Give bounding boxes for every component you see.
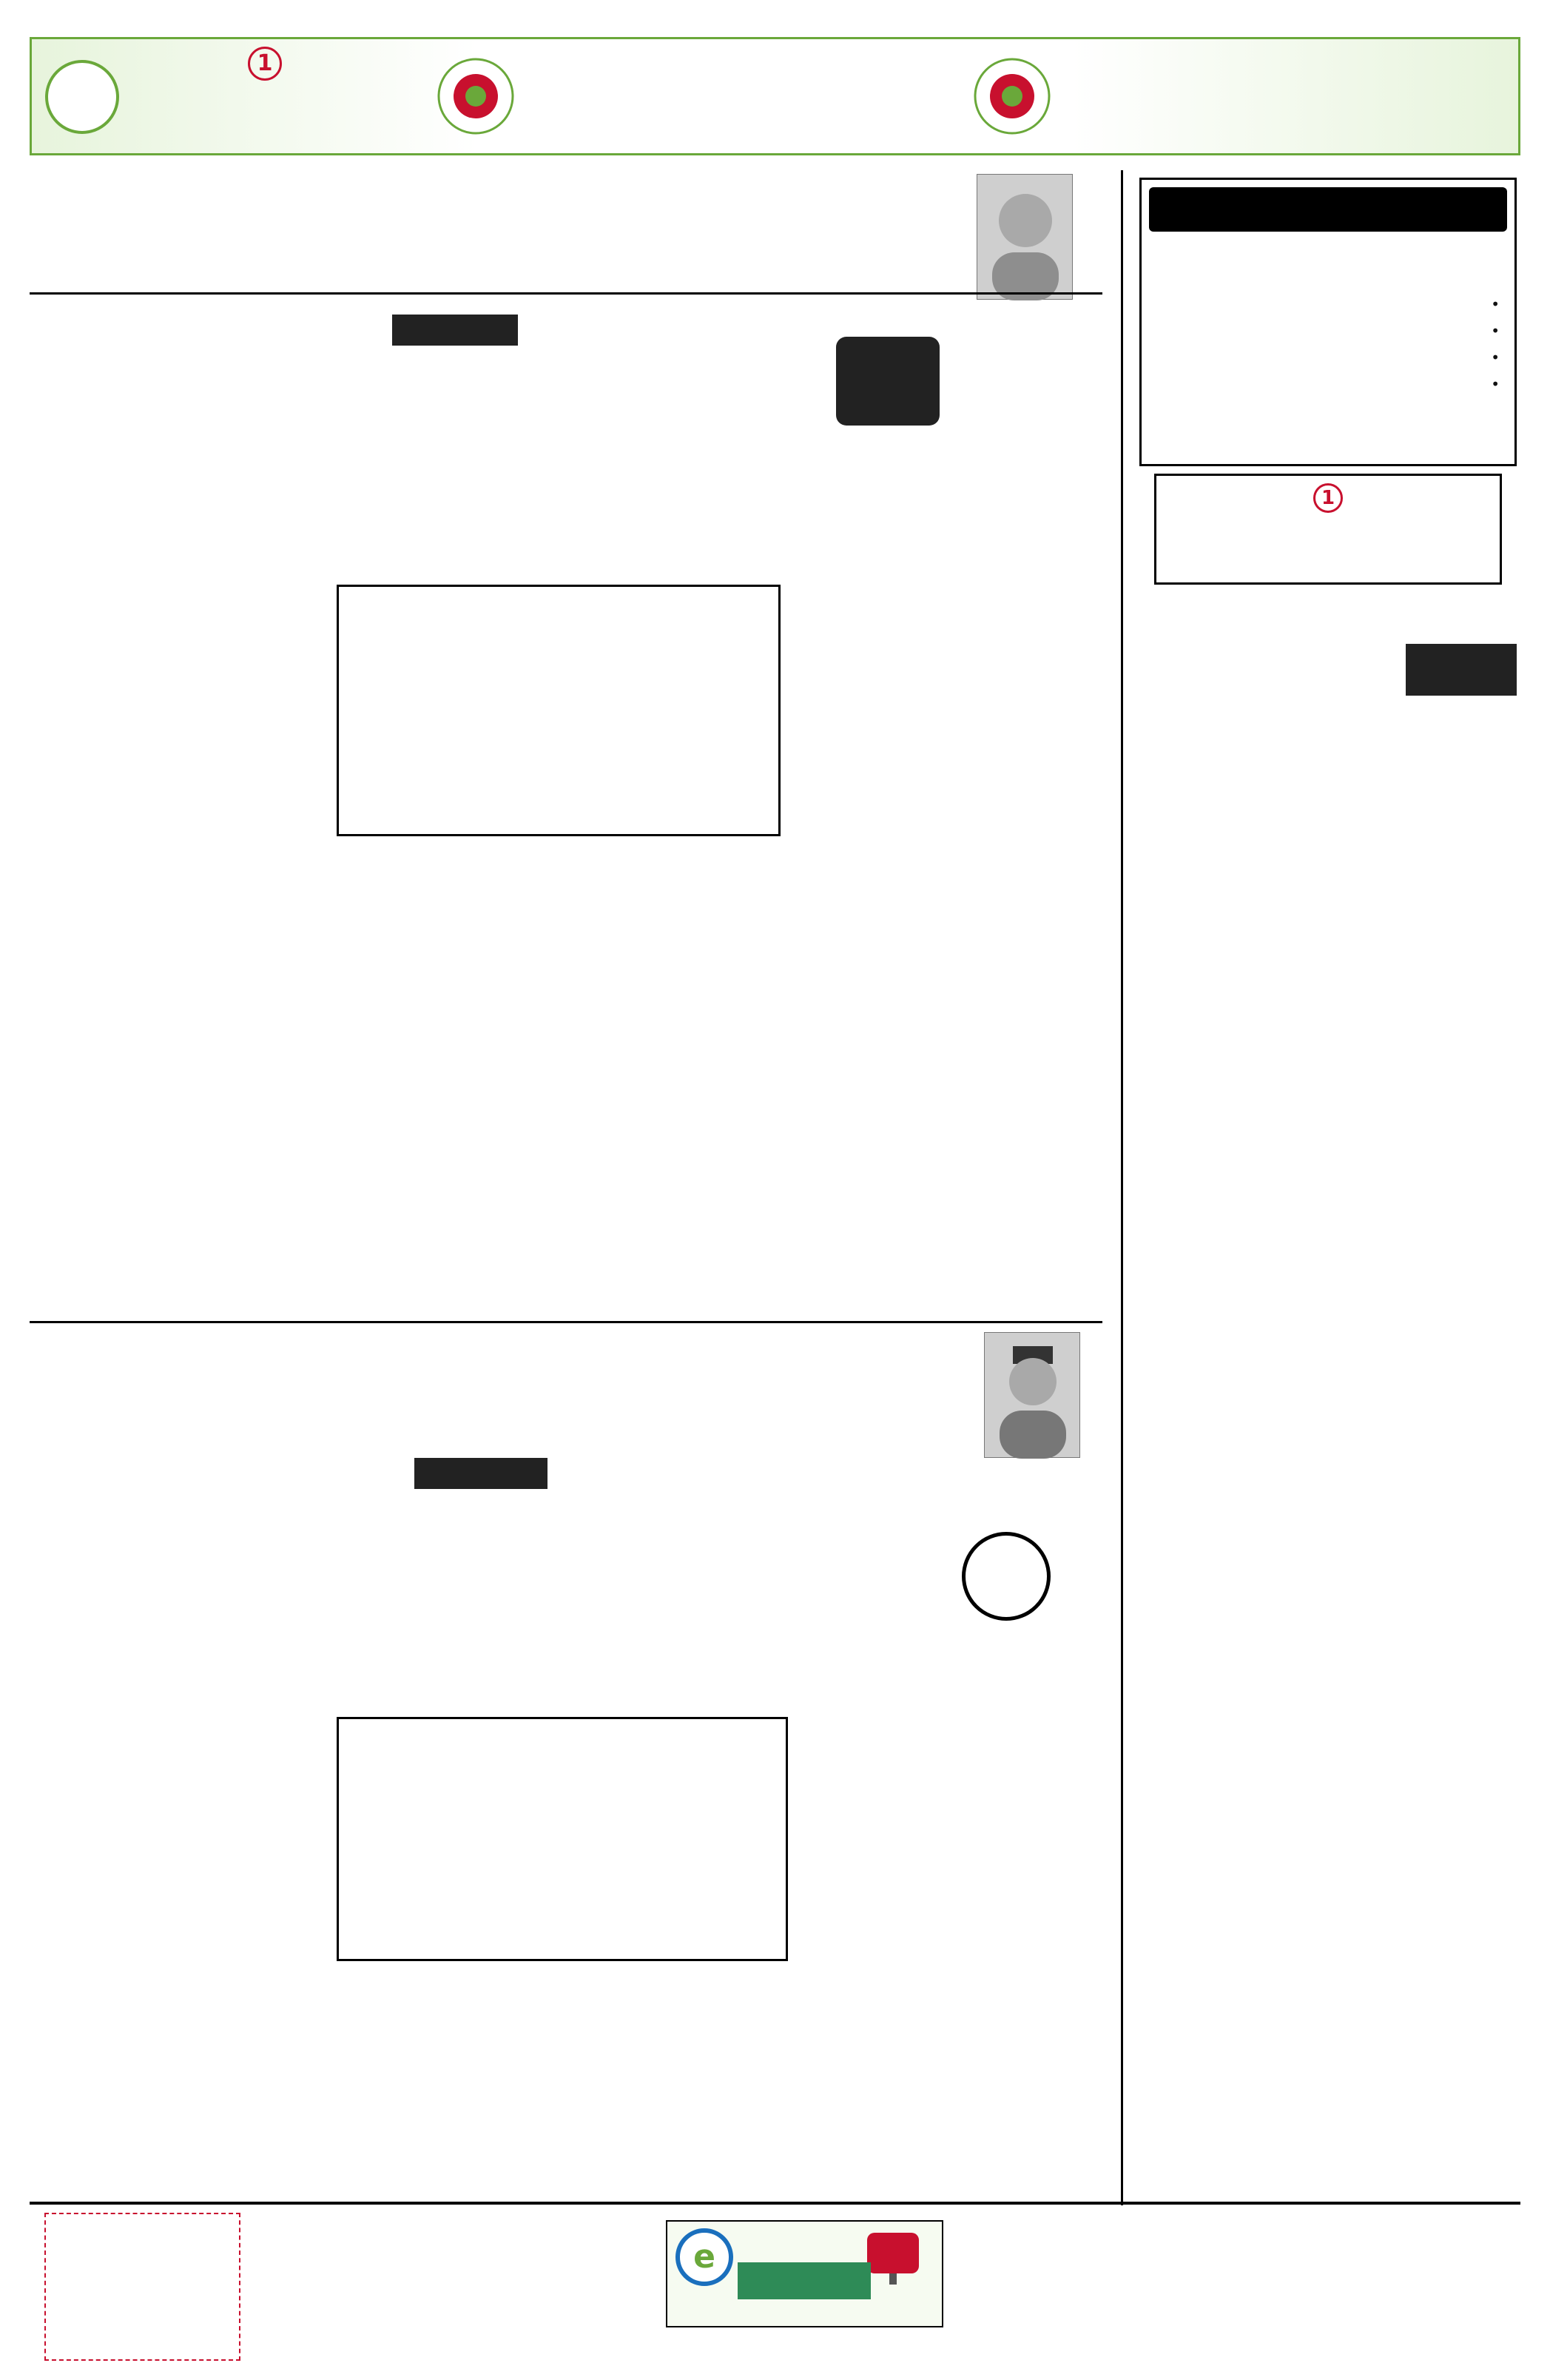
article-divider	[30, 1321, 1102, 1323]
sunburst-right-icon	[971, 56, 1053, 137]
letters-top-rule	[30, 2202, 1520, 2205]
article2-badge	[962, 1532, 1051, 1621]
sidebar-drop-word	[1406, 644, 1517, 696]
letters-notice-box	[44, 2213, 240, 2361]
quote-item: •	[1491, 322, 1500, 340]
quotes-box	[1139, 178, 1517, 466]
article1-top-rule	[30, 292, 1102, 295]
quote-item: •	[1491, 375, 1500, 393]
logo-anniversary-icon: 1	[248, 47, 282, 81]
article2-column-6	[44, 1450, 226, 2161]
article2-pull-quote	[337, 1717, 788, 1961]
sidebar-logo-box	[1154, 474, 1502, 585]
sunburst-left-icon	[435, 56, 516, 137]
letter-left-body	[252, 2213, 455, 2309]
article1-column-1	[954, 329, 1110, 1299]
editorial-title-block	[550, 53, 934, 58]
sidebar-article-body	[1139, 703, 1517, 2109]
sidebar-divider	[1121, 170, 1123, 2205]
paper-logo	[143, 47, 387, 150]
article1-column-2	[784, 437, 943, 1295]
author2-photo	[984, 1332, 1080, 1458]
letters-e-icon	[675, 2228, 734, 2287]
quote-item: •	[1491, 295, 1500, 313]
letter-mid-body	[466, 2257, 655, 2364]
author1-photo	[977, 174, 1073, 300]
quotes-list	[1152, 291, 1500, 397]
letters-section-name-box	[738, 2262, 871, 2299]
article1-pull-quote	[337, 585, 781, 836]
quote-item: •	[1491, 349, 1500, 366]
sidebar-logo-icon: 1	[1313, 483, 1343, 513]
article2-section-tag	[414, 1458, 547, 1489]
svg-text:e: e	[693, 2238, 715, 2276]
article1-drop-word	[836, 337, 940, 426]
masthead	[30, 37, 1520, 155]
letters-logo	[666, 2220, 943, 2327]
page-number-badge	[45, 60, 119, 134]
letter-right-body	[1154, 2250, 1509, 2364]
article1-column-6	[44, 303, 274, 1273]
letter-col-2	[954, 2213, 1143, 2364]
quotes-header	[1149, 187, 1507, 232]
article2-column-1	[910, 1628, 1110, 2191]
